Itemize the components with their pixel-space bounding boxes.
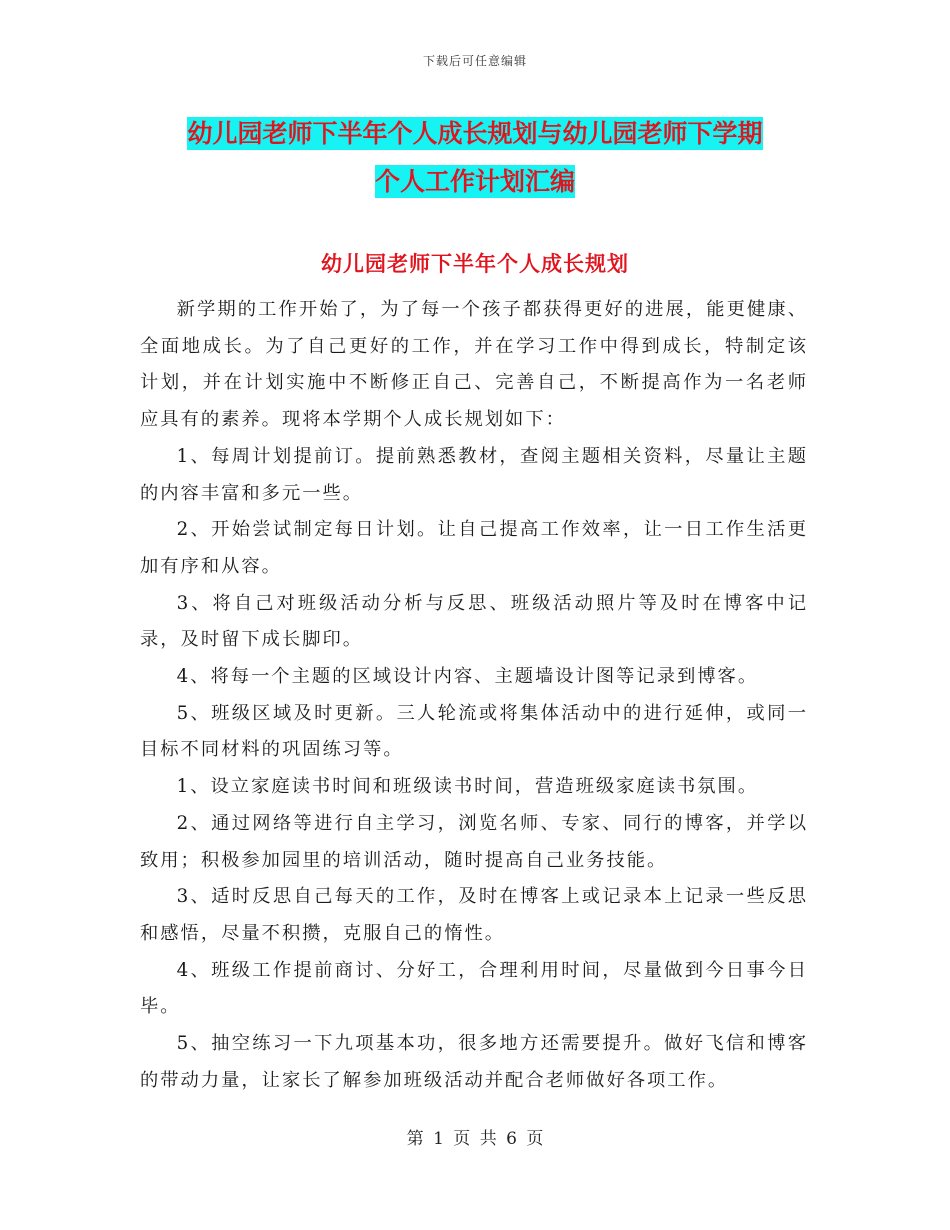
paragraph-item: 3、将自己对班级活动分析与反思、班级活动照片等及时在博客中记录，及时留下成长脚印。 (140, 592, 808, 651)
paragraph-item: 4、将每一个主题的区域设计内容、主题墙设计图等记录到博客。 (176, 666, 759, 688)
paragraph-item: 5、抽空练习一下九项基本功，很多地方还需要提升。做好飞信和博客的带动力量，让家长了解参加班级活动并配合老师做好各项工作。 (140, 1033, 808, 1091)
section-title: 幼儿园老师下半年个人成长规划 (321, 252, 629, 276)
paragraph-item: 2、开始尝试制定每日计划。让自己提高工作效率，让一日工作生活更加有序和从容。 (140, 519, 808, 577)
document-title (140, 110, 810, 206)
title-line-1-text: 幼儿园老师下半年个人成长规划与幼儿园老师下学期 (187, 119, 763, 148)
paragraph-item: 1、设立家庭读书时间和班级读书时间，营造班级家庭读书氛围。 (176, 776, 759, 798)
paragraph-item: 2、通过网络等进行自主学习，浏览名师、专家、同行的博客，并学以致用；积极参加园里的培训活动，随时提高自己业务技能。 (140, 812, 808, 871)
paragraph-intro: 新学期的工作开始了，为了每一个孩子都获得更好的进展，能更健康、全面地成长。为了自己更好的工作，并在学习工作中得到成长，特制定该计划，并在计划实施中不断修正自己、完善自己，不断提高作为一名老师应具有的素养。现将本学期个人成长规划如下： (140, 299, 808, 431)
paragraph-item: 3、适时反思自己每天的工作，及时在博客上或记录本上记录一些反思和感悟，尽量不积攒，克服自己的惰性。 (140, 886, 808, 944)
title-line-2-text: 个人工作计划汇编 (374, 167, 575, 196)
paragraph-item: 4、班级工作提前商讨、分好工，合理利用时间，尽量做到今日事今日毕。 (140, 959, 808, 1018)
document-title-line-1 (140, 110, 810, 158)
document-body (140, 292, 808, 1099)
document-title-line-2 (140, 158, 810, 206)
header-note: 下载后可任意编辑 (422, 54, 527, 68)
page-footer: 第 1 页 共 6 页 (406, 1129, 544, 1149)
paragraph-item: 5、班级区域及时更新。三人轮流或将集体活动中的进行延伸，或同一目标不同材料的巩固练习等。 (140, 702, 808, 761)
paragraph-item: 1、每周计划提前订。提前熟悉教材，查阅主题相关资料，尽量让主题的内容丰富和多元一些。 (140, 445, 808, 504)
